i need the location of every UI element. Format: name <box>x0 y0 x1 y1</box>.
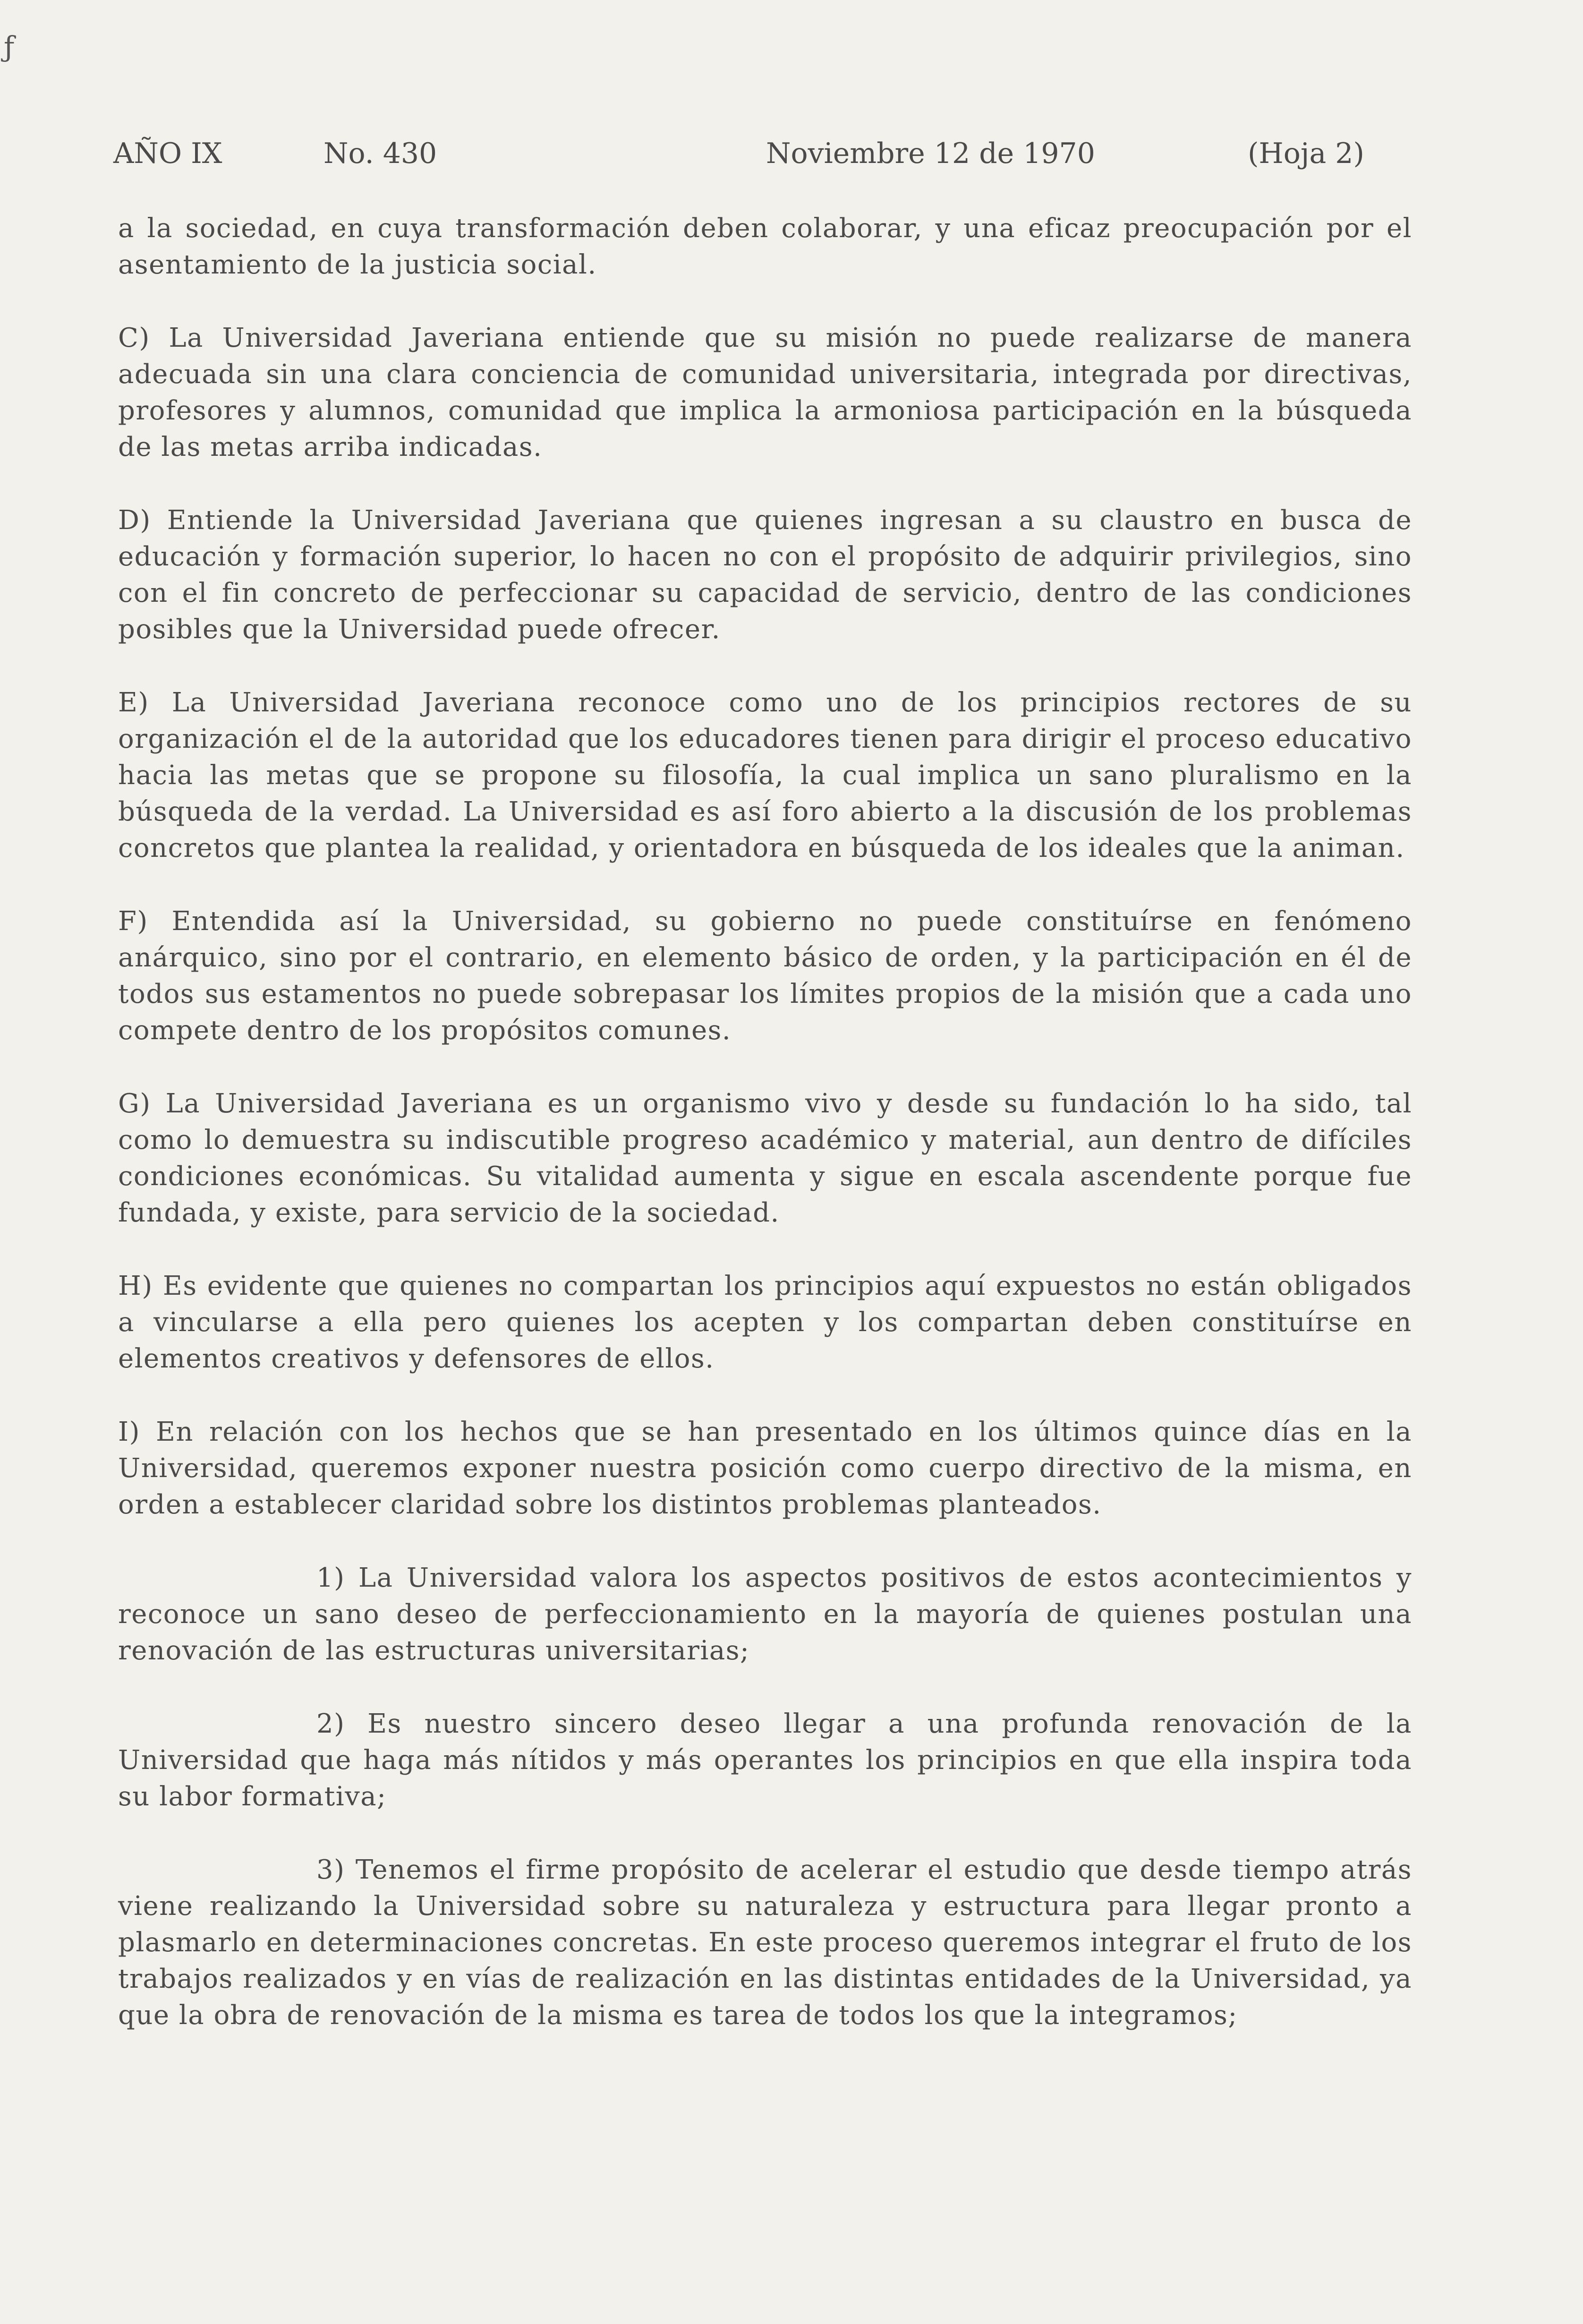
paragraph-c: C) La Universidad Javeriana entiende que su misión no puede realizarse de manera adecuada sin una clara conciencia de comunidad universitaria, integrada por directivas, profesores y alumnos, comunidad que implica la armoniosa participación en la búsqueda de las metas arriba indicadas. <box>118 323 1412 462</box>
paragraph-d: D) Entiende la Universidad Javeriana que quienes ingresan a su claustro en busca de educación y formación superior, lo hacen no con el propósito de adquirir privilegios, sino con el fin concreto de perfeccionar su capacidad de servicio, dentro de las condiciones posibles que la Universidad puede ofrecer. <box>118 505 1412 645</box>
pen-mark: ƒ <box>4 31 15 64</box>
paragraph-g: G) La Universidad Javeriana es un organismo vivo y desde su fundación lo ha sido, tal como lo demuestra su indiscutible progreso académico y material, aun dentro de difíciles condiciones económicas. Su vitalidad aumenta y sigue en escala ascendente porque fue fundada, y existe, para servicio de la sociedad. <box>118 1088 1412 1228</box>
header-numero: No. 430 <box>323 137 437 170</box>
paragraph-e: E) La Universidad Javeriana reconoce como uno de los principios rectores de su organización el de la autoridad que los educadores tienen para dirigir el proceso educativo hacia las metas que se propone su filosofía, la cual implica un sano pluralismo en la búsqueda de la verdad. La Universidad es así foro abierto a la discusión de los problemas concretos que plantea la realidad, y orientadora en búsqueda de los ideales que la animan. <box>118 687 1412 863</box>
paragraph-intro: a la sociedad, en cuya transformación deben colaborar, y una eficaz preocupación por el asentamiento de la justicia social. <box>118 213 1412 280</box>
header-ano: AÑO IX <box>113 137 222 170</box>
header-fecha: Noviembre 12 de 1970 <box>766 137 1095 170</box>
paragraph-numbered-3: 3) Tenemos el firme propósito de acelerar el estudio que desde tiempo atrás viene realizando la Universidad sobre su naturaleza y estructura para llegar pronto a plasmarlo en determinaciones concretas. En este proceso queremos integrar el fruto de los trabajos realizados y en vías de realización en las distintas entidades de la Universidad, ya que la obra de renovación de la misma es tarea de todos los que la integramos; <box>118 1854 1412 2031</box>
document-body <box>118 210 1412 2070</box>
paragraph-numbered-1: 1) La Universidad valora los aspectos positivos de estos acontecimientos y reconoce un sano deseo de perfeccionamiento en la mayoría de quienes postulan una renovación de las estructuras universitarias; <box>118 1563 1412 1666</box>
page-header <box>0 137 1583 179</box>
paragraph-h: H) Es evidente que quienes no compartan los principios aquí expuestos no están obligados a vincularse a ella pero quienes los acepten y los compartan deben constituírse en elementos creativos y defensores de ellos. <box>118 1271 1412 1374</box>
paragraph-f: F) Entendida así la Universidad, su gobierno no puede constituírse en fenómeno anárquico, sino por el contrario, en elemento básico de orden, y la participación en él de todos sus estamentos no puede sobrepasar los límites propios de la misión que a cada uno compete dentro de los propósitos comunes. <box>118 906 1412 1046</box>
paragraph-i: I) En relación con los hechos que se han presentado en los últimos quince días en la Universidad, queremos exponer nuestra posición como cuerpo directivo de la misma, en orden a establecer claridad sobre los distintos problemas planteados. <box>118 1417 1412 1520</box>
paragraph-numbered-2: 2) Es nuestro sincero deseo llegar a una profunda renovación de la Universidad que haga más nítidos y más operantes los principios en que ella inspira toda su labor formativa; <box>118 1709 1412 1812</box>
header-hoja: (Hoja 2) <box>1248 137 1364 170</box>
